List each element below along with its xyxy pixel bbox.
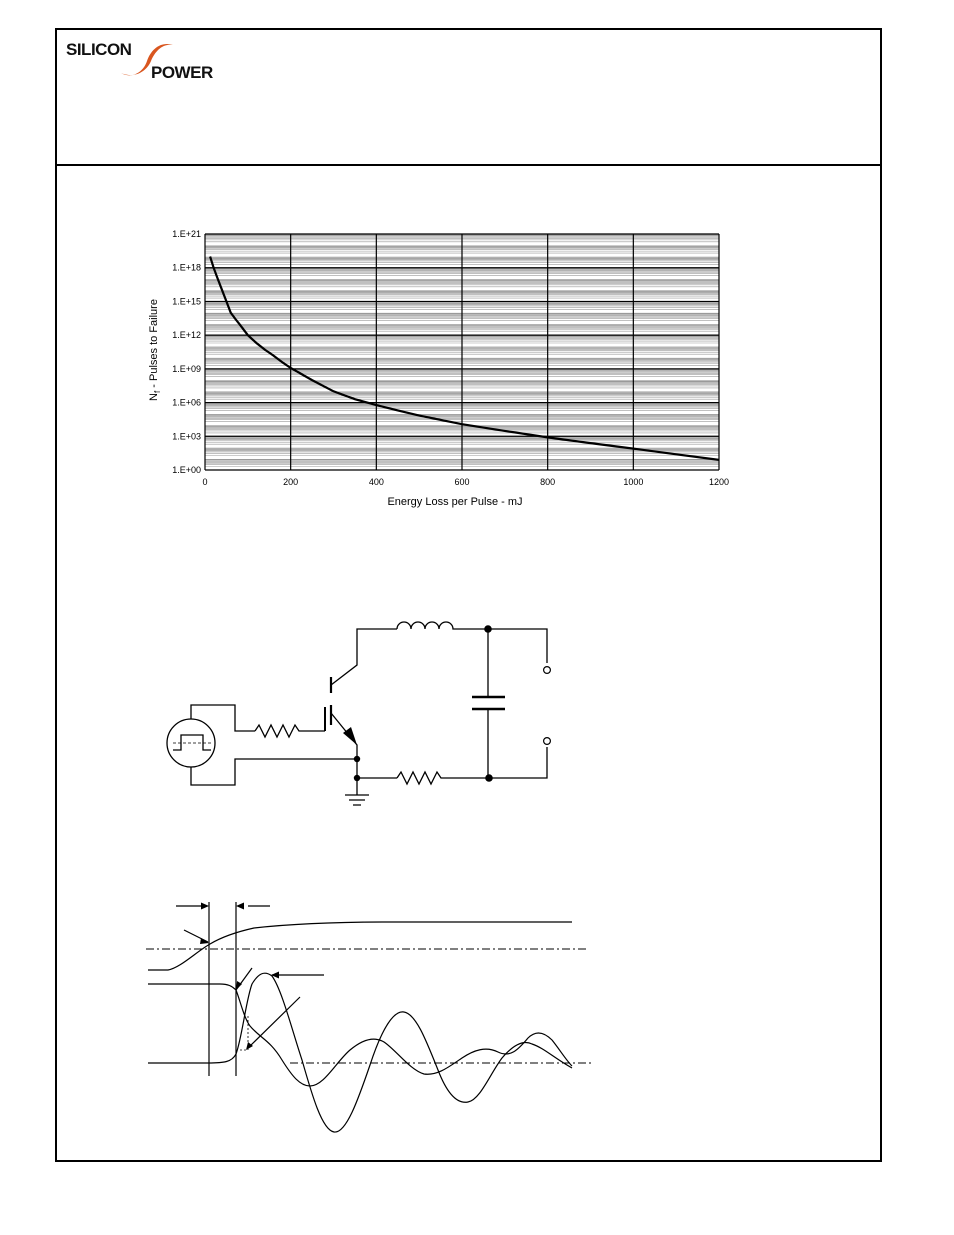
chart-x-tick-label: 200: [283, 477, 299, 487]
chart-y-tick-label: 1.E+15: [172, 296, 201, 307]
company-logo: [65, 36, 235, 88]
chart-x-tick-label: 800: [540, 477, 556, 487]
chart-y-axis-label: $N_f$ - Pulses to Failure: [148, 299, 162, 401]
gate-voltage-trace: [148, 922, 572, 970]
chart-y-tick-label: 1.E+06: [172, 397, 201, 408]
logo-text-silicon: SILICON: [66, 40, 132, 59]
chart-x-tick-label: 1000: [623, 477, 644, 487]
gate-resistor-icon: [255, 725, 325, 737]
chart-y-tick-label: 1.E+21: [172, 229, 201, 239]
chart-y-tick-label: 1.E+18: [172, 262, 201, 273]
ground-icon: [345, 778, 369, 805]
switching-waveform-diagram: [140, 890, 610, 1140]
chart-y-tick-label: 1.E+09: [172, 363, 201, 374]
inductor-icon: [397, 622, 547, 663]
collector-current-trace: [148, 984, 572, 1086]
test-circuit-diagram: [155, 615, 575, 815]
chart-y-tick-label: 1.E+03: [172, 431, 201, 442]
output-terminal-bottom: [544, 738, 551, 745]
chart-x-axis-label: Energy Loss per Pulse - mJ: [387, 496, 523, 508]
sense-resistor-icon: [397, 747, 547, 784]
chart-x-tick-label: 600: [454, 477, 470, 487]
chart-x-tick-label: 400: [368, 477, 384, 487]
chart-y-tick-labels: [172, 229, 201, 475]
capacitor-icon: [472, 697, 505, 709]
output-terminal-top: [544, 667, 551, 674]
pulses-to-failure-chart: [135, 220, 745, 520]
collector-voltage-trace: [148, 973, 572, 1132]
chart-x-tick-label: 0: [202, 477, 208, 487]
chart-x-tick-labels: [202, 477, 729, 487]
pulse-waveform-icon: [173, 735, 211, 750]
header-divider: [57, 164, 880, 166]
chart-y-tick-label: 1.E+12: [172, 330, 201, 341]
logo-text-power: POWER: [151, 63, 213, 82]
chart-y-tick-label: 1.E+00: [172, 465, 201, 475]
chart-x-tick-label: 1200: [708, 477, 730, 487]
